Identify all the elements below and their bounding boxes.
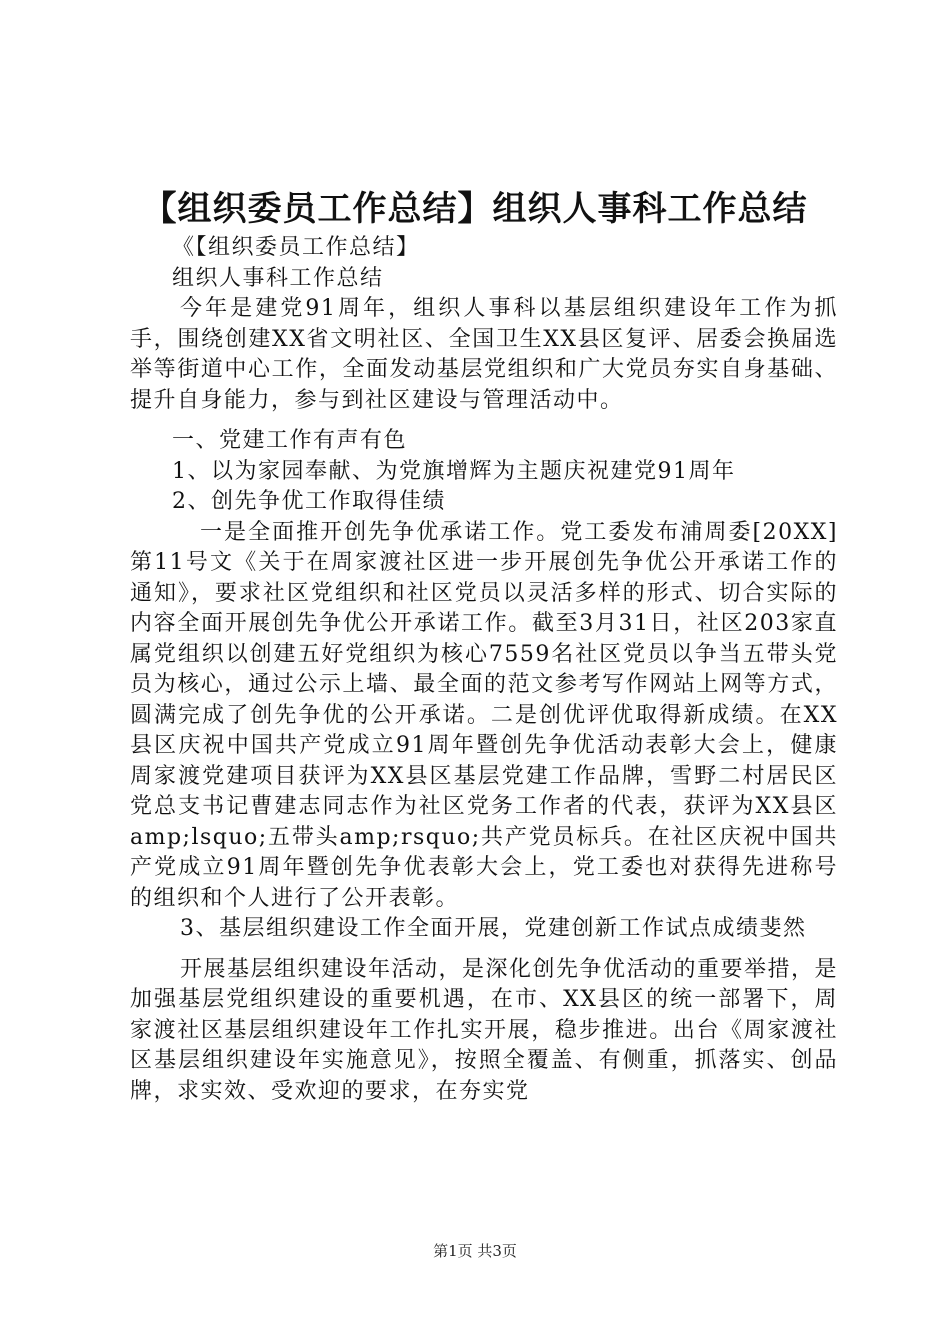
paragraph-grassroots: 开展基层组织建设年活动，是深化创先争优活动的重要举措，是加强基层党组织建设的重要机遇，在市、XX县区的统一部署下，周家渡社区基层组织建设年工作扎实开展，稳步推进。出台《周家渡社区基层组织建设年实施意见》，按照全覆盖、有侧重，抓落实、创品牌，求实效、受欢迎的要求，在夯实党 [130, 956, 839, 1104]
document-body [130, 233, 838, 1107]
subsection-heading-3: 3、基层组织建设工作全面开展，党建创新工作试点成绩斐然 [180, 916, 807, 941]
page-number: 第1页 共3页 [433, 1242, 517, 1260]
paragraph-commitment: 一是全面推开创先争优承诺工作。党工委发布浦周委[20XX]第11号文《关于在周家渡社区进一步开展创先争优公开承诺工作的通知》，要求社区党组织和社区党员以灵活多样的形式、切合实际的内容全面开展创先争优公开承诺工作。截至3月31日，社区203家直属党组织以创建五好党组织为核心7559名社区党员以争当五带头党员为核心，通过公示上墙、最全面的范文参考写作网站上网等方式，圆满完成了创先争优的公开承诺。二是创优评优取得新成绩。在XX县区庆祝中国共产党成立91周年暨创先争优活动表彰大会上，健康周家渡党建项目获评为XX县区基层党建工作品牌，雪野二村居民区党总支书记曹建志同志作为社区党务工作者的代表，获评为XX县区amp;lsquo;五带头amp;rsquo;共产党员标兵。在社区庆祝中国共产党成立91周年暨创先争优表彰大会上，党工委也对获得先进称号的组织和个人进行了公开表彰。 [130, 519, 838, 911]
paragraph-intro: 今年是建党91周年，组织人事科以基层组织建设年工作为抓手，围绕创建XX省文明社区、全国卫生XX县区复评、居委会换届选举等街道中心工作，全面发动基层党组织和广大党员夯实自身基础、提升自身能力，参与到社区建设与管理活动中。 [130, 296, 838, 413]
subsection-heading-1: 1、以为家园奉献、为党旗增辉为主题庆祝建党91周年 [172, 458, 736, 484]
subsection-heading-2: 2、创先争优工作取得佳绩 [172, 489, 446, 514]
paragraph-subtitle-line-2: 组织人事科工作总结 [172, 265, 384, 291]
paragraph-subtitle-line-1: 《【组织委员工作总结】 [172, 235, 420, 260]
section-heading-1: 一、党建工作有声有色 [172, 428, 408, 453]
document-title: 【组织委员工作总结】组织人事科工作总结 [142, 189, 808, 229]
